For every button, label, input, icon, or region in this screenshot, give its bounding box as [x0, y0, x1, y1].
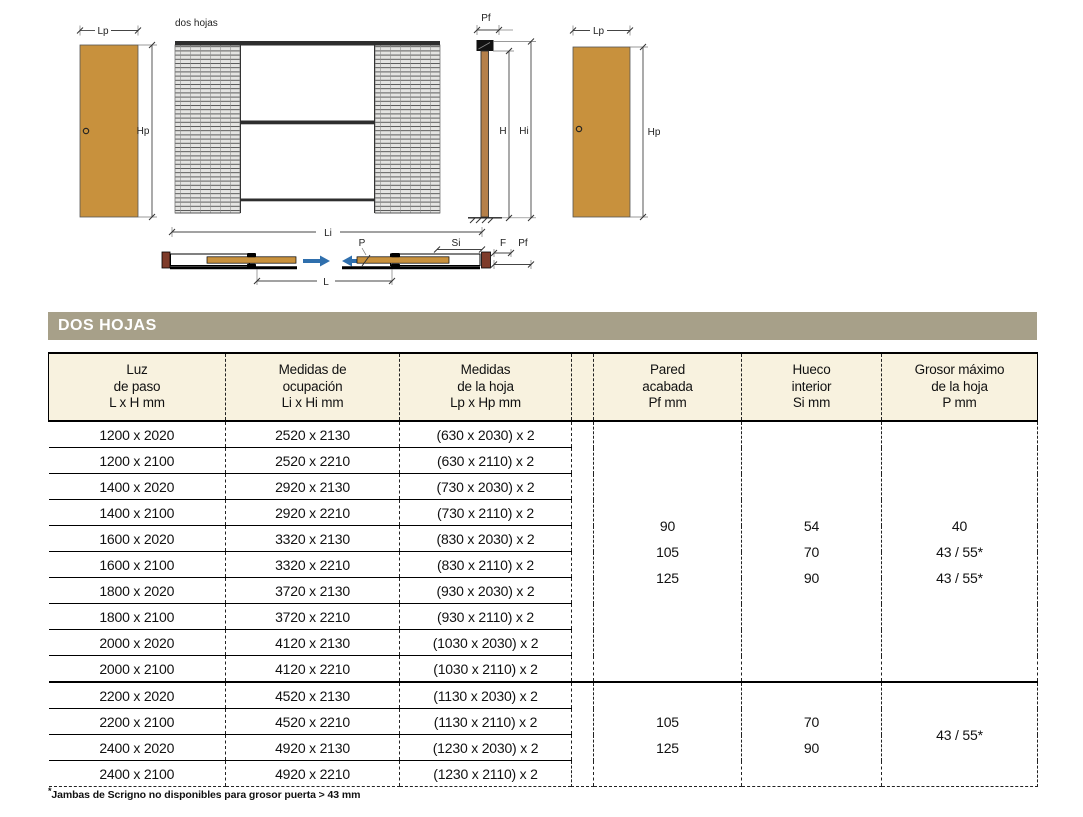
- cell-ocupacion: 4920 x 2130: [226, 735, 400, 761]
- header-line: interior: [791, 378, 832, 394]
- merged-value: 125: [656, 739, 679, 756]
- cell-luz: 1800 x 2100: [49, 604, 226, 630]
- jamb-right: [482, 252, 491, 268]
- merged-value: 105: [656, 713, 679, 730]
- merged-value: 43 / 55*: [936, 569, 983, 586]
- cell-luz: 2200 x 2020: [49, 682, 226, 709]
- mesh-panel-left: [175, 45, 240, 213]
- mesh-panel-right: [375, 45, 440, 213]
- cell-ocupacion: 4520 x 2130: [226, 682, 400, 709]
- cell-hoja: (830 x 2110) x 2: [400, 552, 572, 578]
- cell-luz: 1200 x 2100: [49, 448, 226, 474]
- header-hueco-interior: [742, 353, 882, 421]
- cell-ocupacion: 3720 x 2130: [226, 578, 400, 604]
- cell-ocupacion: 3720 x 2210: [226, 604, 400, 630]
- dim-label-si: Si: [451, 238, 461, 249]
- header-pared-acabada: [594, 353, 742, 421]
- cell-hoja: (830 x 2030) x 2: [400, 526, 572, 552]
- section-banner: [48, 312, 1037, 340]
- merged-value: 105: [656, 543, 679, 560]
- cell-hoja: (930 x 2110) x 2: [400, 604, 572, 630]
- header-line: P mm: [942, 395, 977, 411]
- merged-value: 40: [951, 517, 968, 534]
- header-line: Pared: [649, 362, 686, 378]
- cell-grosor-group1: [882, 421, 1038, 682]
- cell-luz: 1600 x 2100: [49, 552, 226, 578]
- cell-pared-group2: [594, 682, 742, 787]
- cell-hoja: (1130 x 2110) x 2: [400, 709, 572, 735]
- dim-label-lp-left: Lp: [97, 26, 109, 37]
- header-spacer: [572, 353, 594, 421]
- header-medidas-ocupacion: [226, 353, 400, 421]
- dim-label-li: Li: [324, 228, 332, 239]
- cell-hoja: (930 x 2030) x 2: [400, 578, 572, 604]
- cell-luz: 2000 x 2100: [49, 656, 226, 683]
- dim-label-pf-section: Pf: [481, 13, 491, 24]
- header-grosor-maximo: [882, 353, 1038, 421]
- merged-value: 43 / 55*: [936, 543, 983, 560]
- merged-value: 90: [803, 739, 820, 756]
- arrow-right-icon: [303, 256, 330, 267]
- cell-ocupacion: 3320 x 2210: [226, 552, 400, 578]
- cell-hoja: (630 x 2030) x 2: [400, 421, 572, 448]
- merged-value: 70: [803, 543, 820, 560]
- table-header-row: [49, 353, 1038, 421]
- cell-ocupacion: 2920 x 2210: [226, 500, 400, 526]
- dim-label-pf-plan: Pf: [518, 238, 528, 249]
- cell-hoja: (1030 x 2030) x 2: [400, 630, 572, 656]
- footnote-asterisk: *: [48, 786, 52, 796]
- header-line: Hueco: [792, 362, 831, 378]
- dim-label-lp-right: Lp: [592, 26, 605, 37]
- header-line: ocupación: [282, 378, 343, 394]
- frame-elevation: [175, 41, 440, 213]
- cell-luz: 2200 x 2100: [49, 709, 226, 735]
- plan-view: [162, 252, 491, 268]
- door-leaf-right: [357, 257, 449, 263]
- vertical-section: [468, 13, 536, 223]
- header-line: Pf mm: [648, 395, 687, 411]
- dimensions-table: [48, 352, 1038, 787]
- cell-luz: 1200 x 2020: [49, 421, 226, 448]
- header-luz-de-paso: [49, 353, 226, 421]
- cell-hoja: (1230 x 2110) x 2: [400, 761, 572, 787]
- cell-luz: 1800 x 2020: [49, 578, 226, 604]
- header-line: Si mm: [792, 395, 831, 411]
- technical-diagram: [0, 0, 1083, 300]
- cell-luz: 1400 x 2100: [49, 500, 226, 526]
- header-line: Medidas de: [278, 362, 347, 378]
- dim-label-hp-right: Hp: [647, 127, 661, 138]
- cell-ocupacion: 4120 x 2130: [226, 630, 400, 656]
- dim-label-p: P: [358, 238, 366, 249]
- cell-ocupacion: 4920 x 2210: [226, 761, 400, 787]
- header-line: Medidas: [460, 362, 511, 378]
- cell-ocupacion: 4120 x 2210: [226, 656, 400, 683]
- footnote-text: Jambas de Scrigno no disponibles para grosor puerta > 43 mm: [51, 789, 361, 801]
- table-row: [49, 421, 1038, 448]
- header-line: acabada: [642, 378, 693, 394]
- header-line: Lp x Hp mm: [450, 395, 521, 411]
- table-row: [49, 682, 1038, 709]
- dim-label-f: F: [499, 238, 507, 249]
- section-title: DOS HOJAS: [58, 317, 157, 334]
- cell-luz: 2400 x 2020: [49, 735, 226, 761]
- cell-hoja: (730 x 2110) x 2: [400, 500, 572, 526]
- cell-ocupacion: 2920 x 2130: [226, 474, 400, 500]
- header-line: Luz: [126, 362, 148, 378]
- dim-label-l: L: [323, 277, 329, 288]
- cell-hoja: (1130 x 2030) x 2: [400, 682, 572, 709]
- cell-pared-group1: [594, 421, 742, 682]
- cell-hueco-group2: [742, 682, 882, 787]
- cell-hoja: (730 x 2030) x 2: [400, 474, 572, 500]
- header-line: de la hoja: [457, 378, 514, 394]
- merged-value: 90: [803, 569, 820, 586]
- merged-value: 43 / 55*: [936, 726, 983, 743]
- cell-luz: 2400 x 2100: [49, 761, 226, 787]
- dim-label-hi: Hi: [519, 126, 529, 137]
- spacer-cell: [572, 682, 594, 787]
- right-door-panel: [573, 47, 630, 217]
- merged-value: 70: [803, 713, 820, 730]
- cell-ocupacion: 2520 x 2210: [226, 448, 400, 474]
- cell-luz: 1400 x 2020: [49, 474, 226, 500]
- header-line: Li x Hi mm: [281, 395, 344, 411]
- cell-luz: 1600 x 2020: [49, 526, 226, 552]
- cell-grosor-group2: [882, 682, 1038, 787]
- cell-ocupacion: 2520 x 2130: [226, 421, 400, 448]
- cell-ocupacion: 4520 x 2210: [226, 709, 400, 735]
- header-line: Grosor máximo: [914, 362, 1005, 378]
- cell-luz: 2000 x 2020: [49, 630, 226, 656]
- wall-section: [481, 51, 489, 217]
- merged-value: 125: [656, 569, 679, 586]
- li-dimension: [169, 227, 485, 239]
- dim-label-h: H: [499, 126, 507, 137]
- cell-hueco-group1: [742, 421, 882, 682]
- spacer-cell: [572, 421, 594, 682]
- merged-value: 90: [659, 517, 676, 534]
- merged-value: 54: [803, 517, 820, 534]
- diagram-title: dos hojas: [175, 18, 218, 29]
- header-line: L x H mm: [109, 395, 165, 411]
- left-door-panel: [80, 45, 138, 217]
- cell-hoja: (630 x 2110) x 2: [400, 448, 572, 474]
- dim-label-hp-left: Hp: [136, 126, 150, 137]
- jamb-left: [162, 252, 170, 268]
- cell-ocupacion: 3320 x 2130: [226, 526, 400, 552]
- header-line: de paso: [113, 378, 161, 394]
- header-medidas-hoja: [400, 353, 572, 421]
- header-line: de la hoja: [931, 378, 988, 394]
- cell-hoja: (1030 x 2110) x 2: [400, 656, 572, 683]
- door-leaf-left: [207, 257, 296, 263]
- footnote: [48, 786, 360, 801]
- cell-hoja: (1230 x 2030) x 2: [400, 735, 572, 761]
